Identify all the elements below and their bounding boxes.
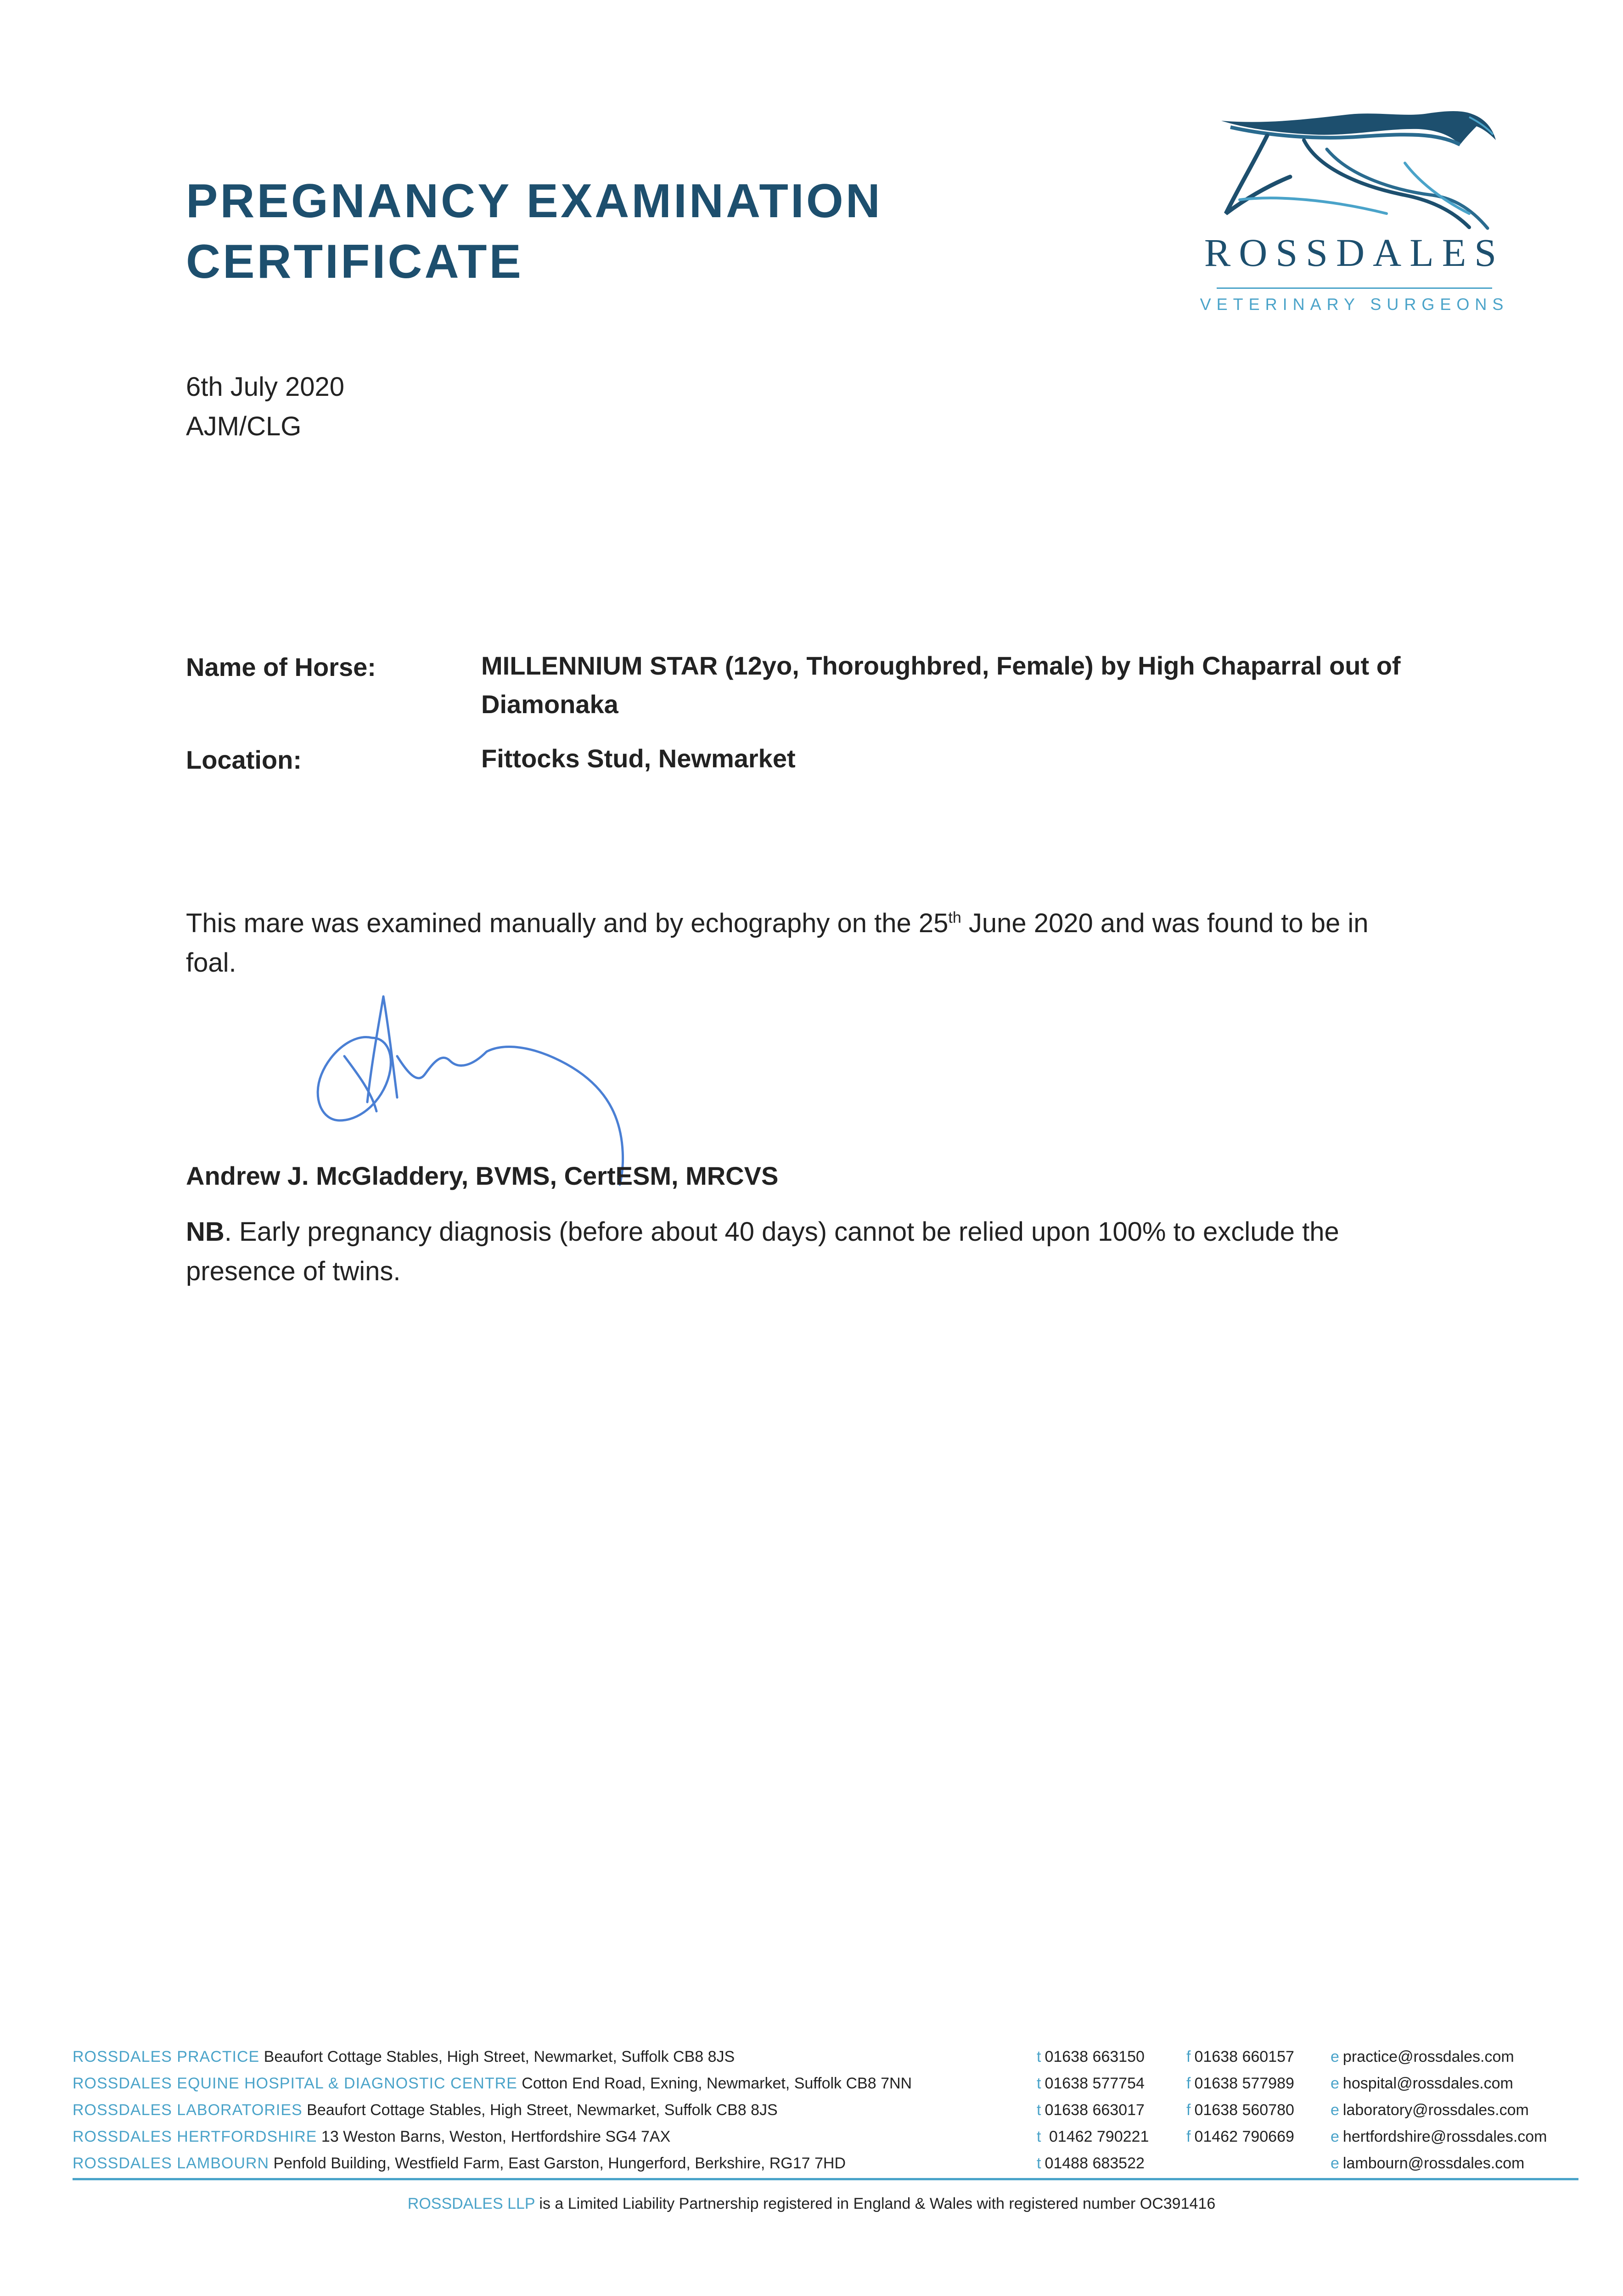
handwritten-signature (303, 983, 716, 1240)
footer-phone: t 01488 683522 (1037, 2155, 1145, 2172)
horse-name-value: MILLENNIUM STAR (12yo, Thoroughbred, Female) by High Chaparral out of Diamonaka (481, 651, 1401, 719)
footer-address-hertfordshire (73, 2128, 670, 2146)
footer-email[interactable]: e hospital@rossdales.com (1331, 2075, 1513, 2092)
footer-org: ROSSDALES LAMBOURN (73, 2155, 269, 2172)
statement-text-after: June 2020 and was found to be in foal. (186, 908, 1369, 978)
note-text: . Early pregnancy diagnosis (before about 40 days) cannot be relied upon 100% to exclude the presence of twins. (186, 1217, 1339, 1286)
footer-phone: t 01462 790221 (1037, 2128, 1149, 2145)
reference-initials: AJM/CLG (186, 411, 302, 441)
footer-address: 13 Weston Barns, Weston, Hertfordshire SG4 7AX (321, 2128, 671, 2145)
footer-phone: t 01638 577754 (1037, 2075, 1145, 2092)
footer-address: Penfold Building, Westfield Farm, East Garston, Hungerford, Berkshire, RG17 7HD (273, 2155, 846, 2172)
footer-email[interactable]: e hertfordshire@rossdales.com (1331, 2128, 1547, 2145)
footer-address-practice (73, 2048, 735, 2066)
footer-address: Beaufort Cottage Stables, High Street, Newmarket, Suffolk CB8 8JS (264, 2048, 735, 2065)
page-title (186, 171, 882, 292)
footer-fax: f 01638 560780 (1186, 2101, 1294, 2119)
footer-address-lambourn (73, 2155, 846, 2172)
statement-superscript: th (948, 909, 961, 927)
footer-divider (73, 2178, 1578, 2180)
horse-name-label: Name of Horse: (186, 653, 376, 681)
statement-text-before: This mare was examined manually and by echography on the 25 (186, 908, 949, 938)
letter-date: 6th July 2020 (186, 372, 345, 402)
footer-address-laboratories (73, 2101, 778, 2119)
location-label: Location: (186, 745, 302, 774)
footer-fax: f 01638 577989 (1186, 2075, 1294, 2092)
pregnancy-note (186, 1212, 1403, 1291)
examination-statement (186, 904, 1403, 983)
footer-fax: f 01462 790669 (1186, 2128, 1294, 2145)
footer-org: ROSSDALES LABORATORIES (73, 2101, 303, 2119)
title-line-2: CERTIFICATE (186, 235, 523, 288)
logo-divider (1217, 287, 1492, 289)
location-value: Fittocks Stud, Newmarket (481, 744, 796, 773)
footer-org: ROSSDALES EQUINE HOSPITAL & DIAGNOSTIC CENTRE (73, 2075, 517, 2092)
footer-phone: t 01638 663150 (1037, 2048, 1145, 2065)
footer-legal-text: is a Limited Liability Partnership registered in England & Wales with registered number OC391416 (534, 2195, 1216, 2212)
footer-fax: f 01638 660157 (1186, 2048, 1294, 2065)
logo-subtitle: VETERINARY SURGEONS (1200, 295, 1509, 314)
footer-phone: t 01638 663017 (1037, 2101, 1145, 2119)
footer-org: ROSSDALES PRACTICE (73, 2048, 260, 2065)
signatory-name: Andrew J. McGladdery, BVMS, CertESM, MRCVS (186, 1161, 779, 1190)
footer-legal-notice (0, 2195, 1623, 2213)
footer-legal-org: ROSSDALES LLP (407, 2195, 535, 2212)
reference-block (186, 367, 344, 446)
note-prefix: NB (186, 1217, 225, 1247)
footer-email[interactable]: e lambourn@rossdales.com (1331, 2155, 1525, 2172)
footer-address: Beaufort Cottage Stables, High Street, Newmarket, Suffolk CB8 8JS (307, 2101, 778, 2119)
footer-address-hospital (73, 2075, 912, 2093)
footer-org: ROSSDALES HERTFORDSHIRE (73, 2128, 317, 2145)
footer-address: Cotton End Road, Exning, Newmarket, Suffolk CB8 7NN (522, 2075, 912, 2092)
galloping-horse-icon (1212, 108, 1506, 236)
rossdales-logo (1194, 108, 1524, 324)
title-line-1: PREGNANCY EXAMINATION (186, 174, 882, 228)
footer-email[interactable]: e practice@rossdales.com (1331, 2048, 1514, 2065)
footer-email[interactable]: e laboratory@rossdales.com (1331, 2101, 1529, 2119)
logo-name: ROSSDALES (1204, 231, 1505, 275)
